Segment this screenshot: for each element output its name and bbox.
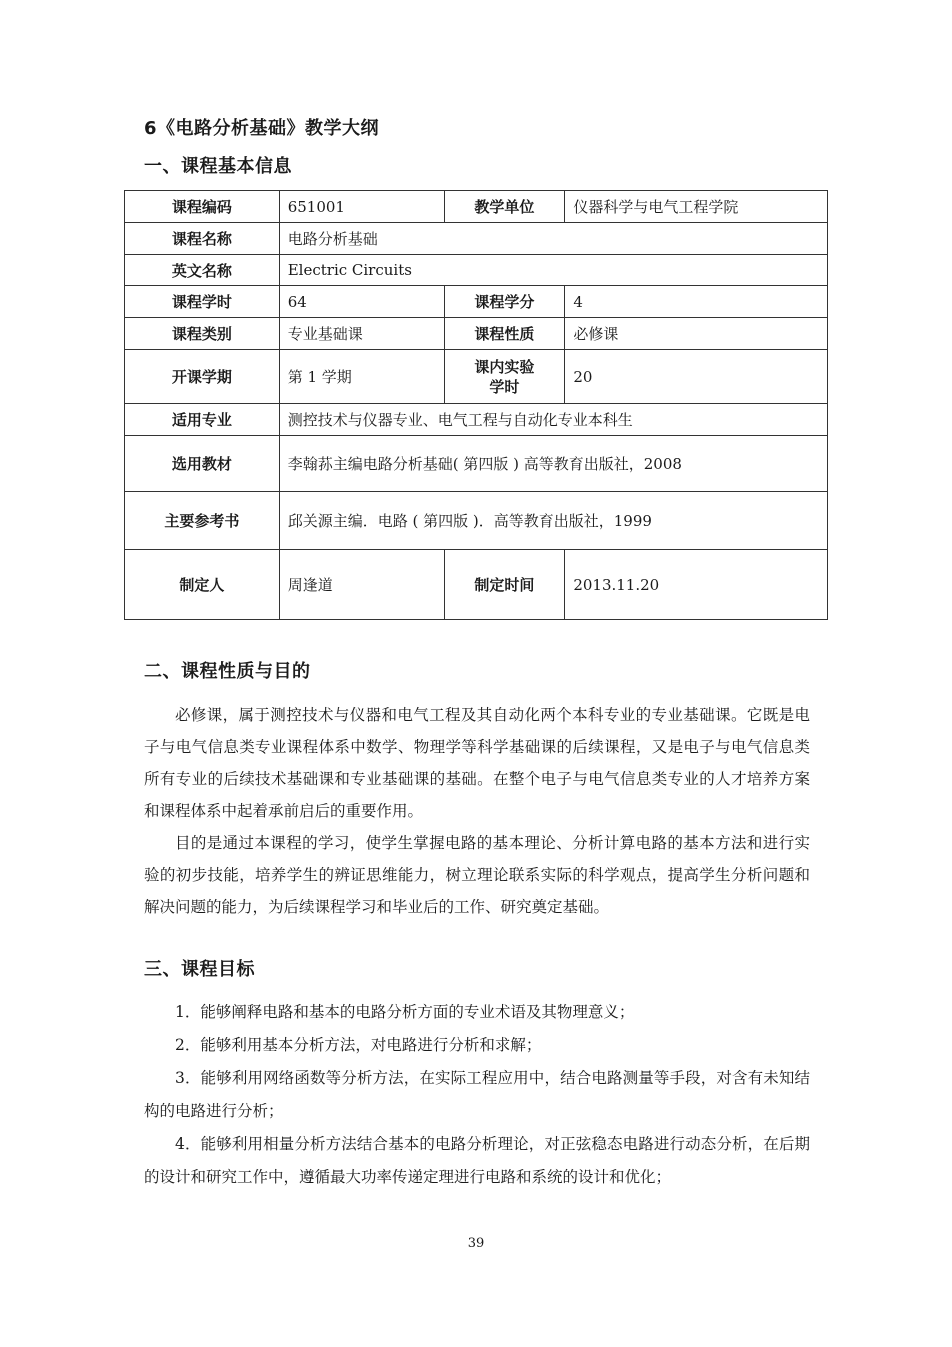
cell-value: Electric Circuits (279, 255, 827, 286)
objectives-list (144, 996, 810, 1194)
table-row (125, 255, 828, 286)
paragraph: 目的是通过本课程的学习，使学生掌握电路的基本理论、分析计算电路的基本方法和进行实验的初步技能，培养学生的辨证思维能力，树立理论联系实际的科学观点，提高学生分析问题和解决问题的能力，为后续课程学习和毕业后的工作、研究奠定基础。 (144, 834, 810, 916)
lab-hours-label-line2: 学时 (489, 377, 520, 396)
table-row (125, 436, 828, 492)
cell-label: 英文名称 (125, 255, 280, 286)
cell-value: 4 (565, 286, 828, 318)
section-heading-basic-info: 一、课程基本信息 (144, 156, 292, 177)
cell-value: 专业基础课 (279, 318, 444, 350)
cell-value: 651001 (279, 191, 444, 223)
cell-value: 2013.11.20 (565, 550, 828, 620)
cell-value: 邱关源主编．电路 ( 第四版 )．高等教育出版社，1999 (279, 492, 827, 550)
cell-label: 课程名称 (125, 223, 280, 255)
cell-value: 第 1 学期 (279, 350, 444, 404)
lab-hours-label-line1: 课内实验 (474, 357, 535, 376)
cell-label: 课程学分 (444, 286, 565, 318)
table-row (125, 286, 828, 318)
cell-label: 选用教材 (125, 436, 280, 492)
paragraph: 必修课，属于测控技术与仪器和电气工程及其自动化两个本科专业的专业基础课。它既是电子与电气信息类专业课程体系中数学、物理学等科学基础课的后续课程，又是电子与电气信息类所有专业的后续技术基础课和专业基础课的基础。在整个电子与电气信息类专业的人才培养方案和课程体系中起着承前启后的重要作用。 (144, 706, 810, 820)
table-row (125, 404, 828, 436)
list-item: 2．能够利用基本分析方法，对电路进行分析和求解； (175, 1036, 542, 1054)
cell-label: 课程类别 (125, 318, 280, 350)
cell-label: 开课学期 (125, 350, 280, 404)
cell-value: 李翰荪主编电路分析基础( 第四版 ) 高等教育出版社，2008 (279, 436, 827, 492)
table-row (125, 350, 828, 404)
cell-value: 周逢道 (279, 550, 444, 620)
cell-value: 电路分析基础 (279, 223, 827, 255)
cell-value: 必修课 (565, 318, 828, 350)
cell-label: 制定人 (125, 550, 280, 620)
cell-label: 课程性质 (444, 318, 565, 350)
table-row (125, 492, 828, 550)
page-number: 39 (467, 1236, 485, 1251)
list-item: 4．能够利用相量分析方法结合基本的电路分析理论，对正弦稳态电路进行动态分析，在后期的设计和研究工作中，遵循最大功率传递定理进行电路和系统的设计和优化； (144, 1135, 810, 1186)
list-item: 1．能够阐释电路和基本的电路分析方面的专业术语及其物理意义； (175, 1003, 635, 1021)
table-row (125, 318, 828, 350)
cell-label: 制定时间 (444, 550, 565, 620)
list-item: 3．能够利用网络函数等分析方法，在实际工程应用中，结合电路测量等手段，对含有未知结构的电路进行分析； (144, 1069, 810, 1120)
cell-label: 主要参考书 (125, 492, 280, 550)
cell-value: 仪器科学与电气工程学院 (565, 191, 828, 223)
course-info-table (124, 190, 828, 620)
section2-body (144, 699, 810, 923)
cell-label: 教学单位 (444, 191, 565, 223)
cell-value: 64 (279, 286, 444, 318)
section-heading-objectives: 三、课程目标 (144, 959, 255, 980)
cell-label: 课程编码 (125, 191, 280, 223)
cell-label: 课程学时 (125, 286, 280, 318)
cell-value: 20 (565, 350, 828, 404)
cell-value: 测控技术与仪器专业、电气工程与自动化专业本科生 (279, 404, 827, 436)
cell-label: 适用专业 (125, 404, 280, 436)
document-title: 6《电路分析基础》教学大纲 (144, 118, 380, 139)
table-row (125, 550, 828, 620)
cell-label (444, 350, 565, 404)
table-row (125, 191, 828, 223)
table-row (125, 223, 828, 255)
section-heading-nature-purpose: 二、课程性质与目的 (144, 661, 311, 682)
